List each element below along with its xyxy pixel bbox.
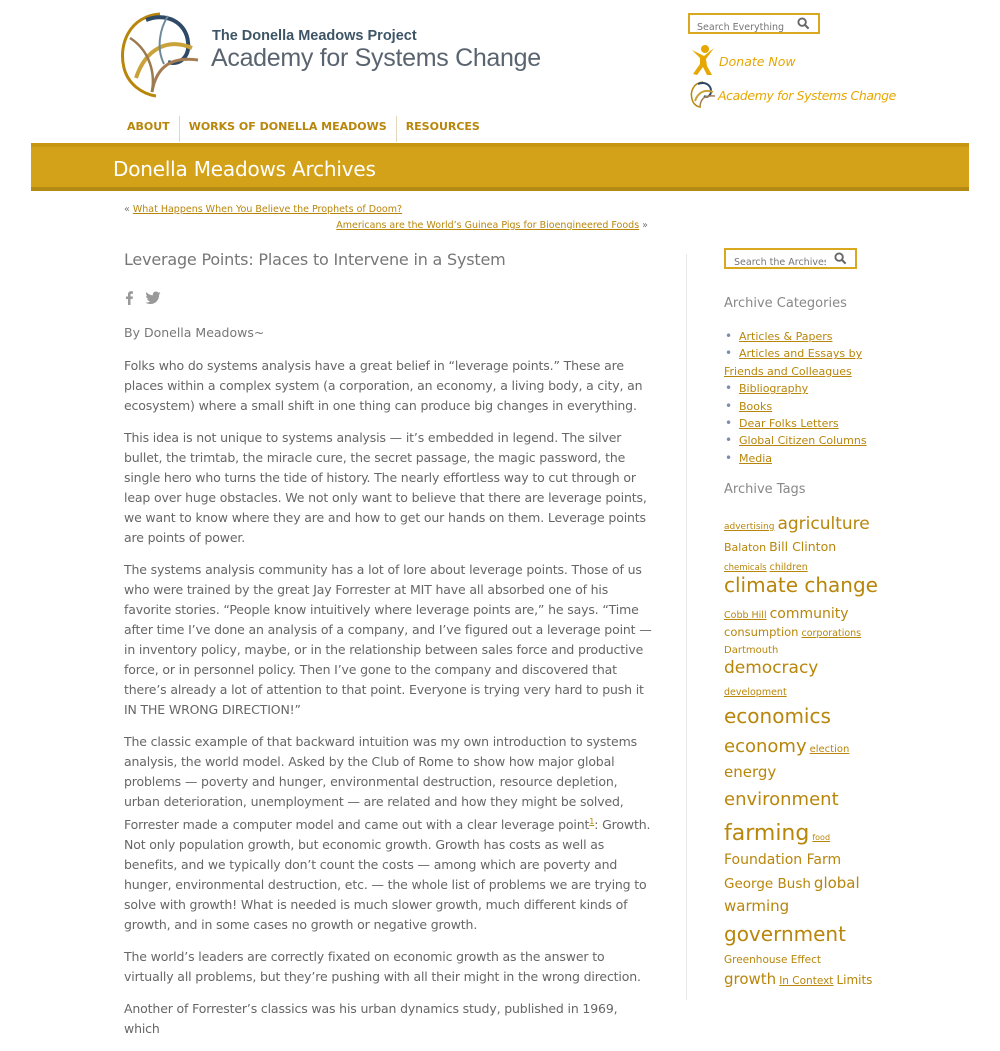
- tag-link[interactable]: community: [769, 606, 849, 622]
- category-item: [724, 380, 874, 397]
- tag-link[interactable]: chemicals: [724, 563, 767, 573]
- tag-link[interactable]: In Context: [779, 975, 834, 987]
- banner-title: Donella Meadows Archives: [113, 157, 376, 181]
- tag-link[interactable]: energy: [724, 763, 777, 781]
- tags-heading: Archive Tags: [724, 482, 806, 497]
- donate-person-icon: [690, 44, 716, 76]
- tag-link[interactable]: consumption: [724, 625, 799, 639]
- post-body: [124, 356, 654, 1051]
- academy-label[interactable]: Academy for Systems Change: [718, 88, 896, 103]
- paragraph: This idea is not unique to systems analysis — it’s embedded in legend. The silver bullet, the trimtab, the miracle cure, the secret passage, the magic password, the single hero who turns the tide of history. The nearly effortless way to cut through or leap over huge obstacles. We not only want to believe that there are leverage points, we want to know where they are and how to get our hands on them. Leverage points are points of power.: [124, 430, 647, 545]
- tag-link[interactable]: George Bush: [724, 876, 811, 892]
- tag-link[interactable]: farming: [724, 821, 810, 846]
- tag-link[interactable]: growth: [724, 970, 777, 988]
- tag-link[interactable]: development: [724, 687, 787, 698]
- paragraph: Folks who do systems analysis have a great belief in “leverage points.” These are places within a complex system (a corporation, an economy, a living body, a city, an ecosystem) where a small shift in one thing can produce big changes in everything.: [124, 358, 643, 413]
- category-link[interactable]: Global Citizen Columns: [739, 434, 867, 448]
- paragraph-text: : Growth. Not only population growth, but economic growth. Growth has costs as well as benefits, and we typically don’t count the costs — among which are poverty and hunger, environmental destruction, etc. — the whole list of problems we are trying to solve with growth! What is needed is much slower growth, much different kinds of growth, and in some cases no growth or negative growth.: [124, 817, 651, 933]
- share-buttons: [124, 290, 167, 306]
- facebook-icon[interactable]: [124, 290, 134, 309]
- tag-link[interactable]: climate change: [724, 573, 878, 597]
- tag-link[interactable]: Bill Clinton: [769, 539, 837, 554]
- next-post: Americans are the World’s Guinea Pigs for Bioengineered Foods »: [336, 220, 648, 231]
- category-item: [724, 450, 874, 467]
- academy-link[interactable]: [689, 80, 909, 110]
- column-divider: [686, 254, 687, 1000]
- main-nav: [118, 116, 489, 142]
- prev-post-link[interactable]: What Happens When You Believe the Prophets of Doom?: [132, 204, 403, 215]
- tag-link[interactable]: economics: [724, 704, 831, 728]
- post-byline: By Donella Meadows~: [124, 325, 265, 340]
- nav-item-resources[interactable]: RESOURCES: [405, 120, 480, 133]
- twitter-icon[interactable]: [145, 290, 161, 309]
- search-icon[interactable]: [797, 17, 810, 30]
- paragraph: [124, 732, 654, 935]
- tag-link[interactable]: election: [809, 744, 850, 755]
- page-banner: [31, 143, 969, 191]
- donate-label[interactable]: Donate Now: [719, 54, 796, 69]
- paragraph: The systems analysis community has a lot of lore about leverage points. Those of us who were trained by the great Jay Forrester at MIT have all absorbed one of his favorite stories. “People know intuitively where leverage points are,” he says. “Time after time I’ve done an analysis of a company, and I’ve figured out a leverage point — in inventory policy, maybe, or in the relationship between sales force and productive force, or in personnel policy. Then I’ve gone to the company and discovered that there’s already a lot of attention to that point. Everyone is trying very hard to push it IN THE WRONG DIRECTION!”: [124, 562, 652, 717]
- site-search: [688, 13, 820, 34]
- tag-link[interactable]: economy: [724, 736, 807, 757]
- category-link[interactable]: Friends and Colleagues: [724, 364, 852, 378]
- tag-link[interactable]: agriculture: [777, 514, 870, 534]
- tag-link[interactable]: corporations: [801, 628, 862, 639]
- category-link[interactable]: Articles & Papers: [739, 330, 833, 343]
- paragraph: Another of Forrester’s classics was his urban dynamics study, published in 1969, which: [124, 1001, 618, 1037]
- nav-item-about[interactable]: ABOUT: [118, 116, 180, 142]
- donate-link[interactable]: [690, 44, 890, 78]
- post-content: [124, 250, 654, 1037]
- category-item: [724, 328, 874, 345]
- category-link[interactable]: Bibliography: [739, 382, 809, 396]
- category-list: [724, 328, 874, 467]
- category-link[interactable]: Dear Folks Letters: [739, 417, 839, 431]
- next-post-link[interactable]: Americans are the World’s Guinea Pigs for Bioengineered Foods: [336, 220, 640, 231]
- tag-cloud: [724, 514, 878, 993]
- tag-link[interactable]: government: [724, 922, 846, 946]
- tag-link[interactable]: children: [769, 562, 808, 573]
- paragraph: The world’s leaders are correctly fixated on economic growth as the answer to virtually all problems, but they’re pushing with all their might in the wrong direction.: [124, 949, 641, 985]
- logo-title-top: The Donella Meadows Project: [212, 28, 417, 44]
- tag-link[interactable]: global: [813, 874, 860, 892]
- tag-link[interactable]: Limits: [836, 973, 873, 987]
- site-logo-icon[interactable]: [116, 8, 206, 100]
- tag-link[interactable]: advertising: [724, 522, 775, 532]
- category-item: [724, 432, 874, 449]
- site-header: [0, 0, 1000, 115]
- tag-link[interactable]: warming: [724, 897, 790, 915]
- post-title: Leverage Points: Places to Intervene in a System: [124, 250, 506, 269]
- category-item: [724, 345, 874, 380]
- site-search-input[interactable]: [690, 19, 790, 36]
- archive-search-input[interactable]: [726, 254, 826, 271]
- category-link[interactable]: Books: [739, 399, 773, 413]
- tag-link[interactable]: Cobb Hill: [724, 610, 767, 621]
- categories-heading: Archive Categories: [724, 296, 847, 311]
- logo-title-main: Academy for Systems Change: [211, 44, 541, 72]
- tag-link[interactable]: Balaton: [724, 541, 767, 554]
- category-item: [724, 415, 874, 432]
- tag-link[interactable]: democracy: [724, 658, 819, 678]
- footnote-link[interactable]: 1: [589, 817, 595, 826]
- category-link[interactable]: Articles and Essays by: [739, 347, 863, 361]
- tag-link[interactable]: Foundation Farm: [724, 852, 842, 868]
- tag-link[interactable]: Dartmouth: [724, 645, 779, 656]
- tag-link[interactable]: food: [812, 833, 831, 842]
- prev-post: « What Happens When You Believe the Prophets of Doom?: [124, 204, 403, 215]
- tag-link[interactable]: Greenhouse Effect: [724, 954, 822, 966]
- paragraph-text: The classic example of that backward intuition was my own introduction to systems analysis, the world model. Asked by the Club of Rome to show how major global problems — poverty and hunger, environmental destruction, resource depletion, urban deterioration, unemployment — are related and how they might be solved, Forrester made a computer model and came out with a clear leverage point: [124, 734, 637, 833]
- tag-link[interactable]: environment: [724, 789, 839, 810]
- academy-logo-icon: [689, 80, 717, 108]
- category-item: [724, 398, 874, 415]
- nav-item-works[interactable]: WORKS OF DONELLA MEADOWS: [180, 116, 397, 142]
- archive-search: [724, 248, 857, 269]
- category-link[interactable]: Media: [739, 451, 773, 465]
- search-icon[interactable]: [834, 252, 847, 265]
